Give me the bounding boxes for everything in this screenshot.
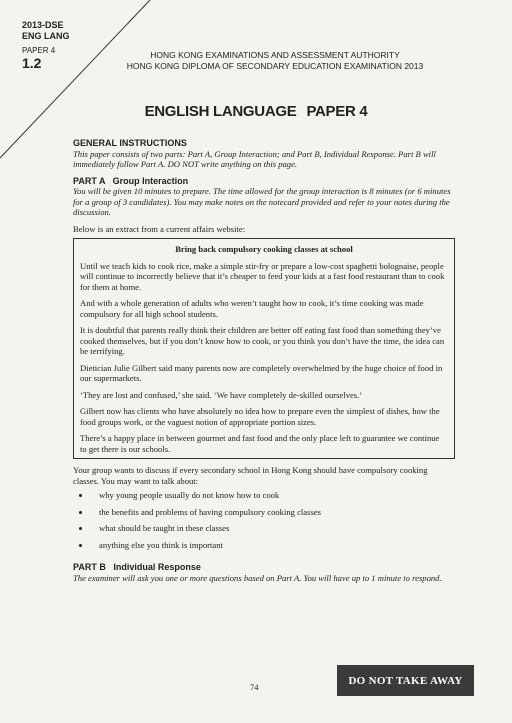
page-number: 74 xyxy=(250,682,259,692)
general-instructions-text: This paper consists of two parts: Part A, Group Interaction; and Part B, Individual Response. Part B will immediately follow Part A. DO NOT write anything on this page. xyxy=(73,148,436,169)
authority-line-2: HONG KONG DIPLOMA OF SECONDARY EDUCATION EXAMINATION 2013 xyxy=(126,61,424,71)
article-paragraph: ‘They are lost and confused,’ she said. ‘We have completely de-skilled ourselves.’ xyxy=(80,389,363,400)
article-paragraph: Gilbert now has clients who have absolutely no idea how to prepare even the simplest of dishes, how the food groups work, or the vaguest notion of appropriate portion sizes. xyxy=(80,406,440,427)
subject-code: ENG LANG xyxy=(22,31,70,41)
task-bullet: • the benefits and problems of having compulsory cooking classes xyxy=(91,507,455,518)
task-bullet: • anything else you think is important xyxy=(91,540,455,551)
paper-number: 1.2 xyxy=(22,55,42,71)
task-text: Your group wants to discuss if every secondary school in Hong Kong should have compulsory cooking classes. You may want to talk about: xyxy=(73,465,428,486)
paper-code-block xyxy=(22,20,70,70)
task-bullet-list xyxy=(73,490,455,550)
authority-header xyxy=(110,50,440,72)
title-subject: ENGLISH LANGUAGE xyxy=(144,103,297,120)
title-paper: PAPER 4 xyxy=(306,103,368,120)
page-title xyxy=(0,103,512,120)
article-paragraph: There’s a happy place in between gourmet and fast food and the only place left to guarantee we continue to get there is our schools. xyxy=(80,433,440,454)
article-box xyxy=(73,238,455,459)
part-b-text: The examiner will ask you one or more questions based on Part A. You will have up to 1 minute to respond. xyxy=(73,572,442,583)
content xyxy=(73,138,455,583)
part-a-heading: PART A Group Interaction xyxy=(73,175,189,186)
paper-label: PAPER 4 xyxy=(22,46,56,55)
article-paragraph: Until we teach kids to cook rice, make a simple stir-fry or prepare a low-cost spaghetti bolognaise, people will continue to incorrectly believe that it’s cheaper to feed your kids at a fast food restaurant than to cook for them at home. xyxy=(80,260,445,292)
task-bullet: • why young people usually do not know how to cook xyxy=(91,490,455,501)
article-title: Bring back compulsory cooking classes at school xyxy=(175,244,353,254)
do-not-take-away-stamp: DO NOT TAKE AWAY xyxy=(337,665,474,696)
article-paragraph: Dietician Julie Gilbert said many parents now are completely overwhelmed by the huge choice of food in our supermarkets. xyxy=(80,362,443,383)
exam-code: 2013-DSE xyxy=(22,20,64,30)
part-a-intro: Below is an extract from a current affairs website: xyxy=(73,223,246,234)
article-paragraph: And with a whole generation of adults who weren’t taught how to cook, it’s time cooking was made compulsory for all high school students. xyxy=(80,298,424,319)
general-instructions-heading: GENERAL INSTRUCTIONS xyxy=(73,138,187,148)
article-paragraph: It is doubtful that parents really think their children are better off eating fast food than something they’ve cooked themselves, but if you don’t know how to cook, or you think you don’t have the time, the idea can be terrifying. xyxy=(80,325,445,356)
task-bullet: • what should be taught in these classes xyxy=(91,523,455,534)
authority-line-1: HONG KONG EXAMINATIONS AND ASSESSMENT AUTHORITY xyxy=(150,50,400,60)
part-b-heading: PART B Individual Response xyxy=(73,562,201,572)
part-a-text: You will be given 10 minutes to prepare. The time allowed for the group interaction is 8 minutes (or 6 minutes for a group of 3 candidates). You may make notes on the notecard provided and refer to your notes during the discussion. xyxy=(73,186,451,217)
